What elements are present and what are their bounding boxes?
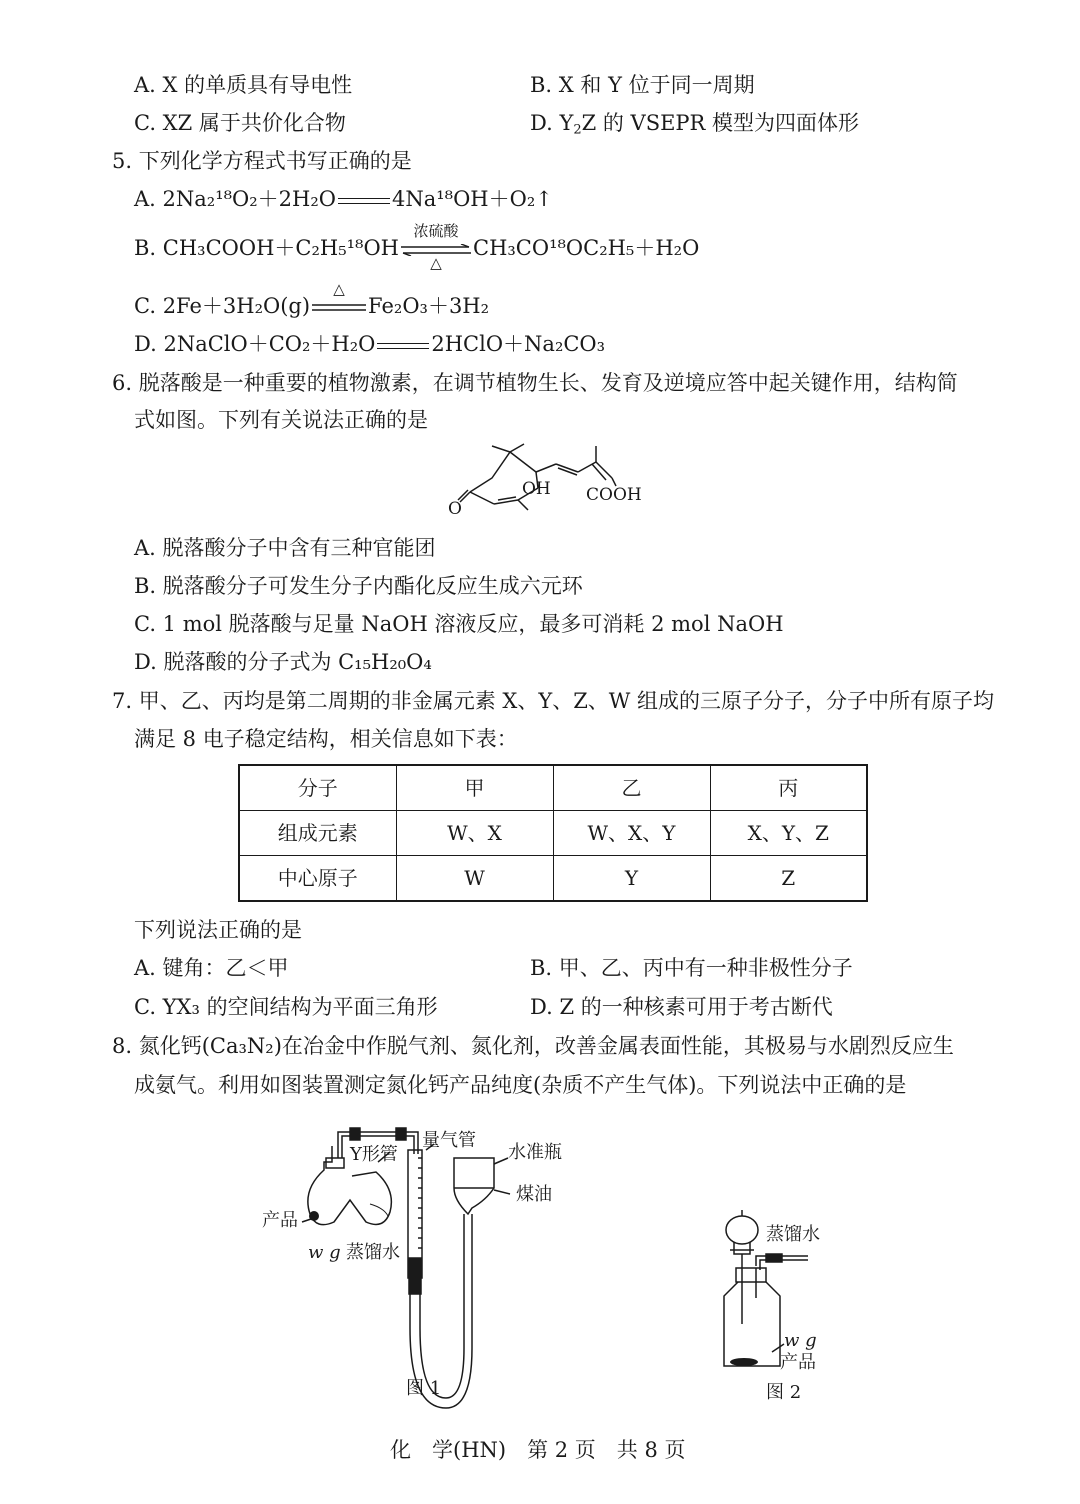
ketone-o-label: O [448,499,462,519]
table-cell: 组成元素 [239,811,396,856]
reversible-arrow-icon: 浓硫酸 △ [399,240,473,260]
q6-option-b: B. 脱落酸分子可发生分子内酯化反应生成六元环 [134,574,583,598]
kerosene-label: 煤油 [516,1184,552,1205]
table-cell: Y [553,856,710,902]
mass-label: w g [308,1242,341,1263]
table-row [239,811,867,856]
q4-option-b: B. X 和 Y 位于同一周期 [530,73,755,97]
level-bottle-label: 水准瓶 [508,1142,562,1163]
page-footer: 化 学(HN) 第 2 页 共 8 页 [390,1438,686,1462]
q6-option-c: C. 1 mol 脱落酸与足量 NaOH 溶液反应，最多可消耗 2 mol NaOH [134,612,784,636]
q7-option-d: D. Z 的一种核素可用于考古断代 [530,995,833,1019]
table-cell: X、Y、Z [710,811,867,856]
table-row [239,856,867,902]
q7-option-b: B. 甲、乙、丙中有一种非极性分子 [530,956,853,980]
q5-option-b: B. CH₃COOH＋C₂H₅¹⁸OH 浓硫酸 △ CH₃CO¹⁸OC₂H₅＋H₂O [134,221,700,272]
q5-option-a: A. 2Na₂¹⁸O₂＋2H₂O 4Na¹⁸OH＋O₂↑ [134,187,553,211]
q6-stem-line1: 6. 脱落酸是一种重要的植物激素，在调节植物生长、发育及逆境应答中起关键作用，结构简 [112,371,958,395]
q7-option-a: A. 键角：乙＜甲 [134,956,289,980]
table-row [239,765,867,811]
q5-option-c: C. 2Fe＋3H₂O(g) △ Fe₂O₃＋3H₂ [134,279,490,318]
water-label: 蒸馏水 [766,1224,820,1245]
table-cell: 甲 [396,765,553,811]
figure-1-caption: 图 1 [406,1378,442,1399]
table-cell: 中心原子 [239,856,396,902]
molecule-info-table [238,764,868,902]
product-label: 产品 [780,1352,816,1373]
q4-option-d: D. $Y_2Z$ 的 VSEPR 模型为四面体形 [530,111,860,138]
q4-option-a: A. X 的单质具有导电性 [134,73,353,97]
figure-2-caption: 图 2 [766,1382,802,1403]
q5-stem: 5. 下列化学方程式书写正确的是 [112,149,412,173]
equals-sign-icon [336,196,392,206]
q8-stem-line2: 成氨气。利用如图装置测定氮化钙产品纯度(杂质不产生气体)。下列说法中正确的是 [134,1073,907,1097]
q6-option-d: D. 脱落酸的分子式为 C₁₅H₂₀O₄ [134,650,432,674]
cooh-label: COOH [586,485,642,505]
table-cell: 分子 [239,765,396,811]
table-cell: W、X、Y [553,811,710,856]
oh-label: OH [522,479,551,499]
q8-stem-line1: 8. 氮化钙(Ca₃N₂)在冶金中作脱气剂、氮化剂，改善金属表面性能，其极易与水剧烈反应生 [112,1034,954,1058]
q7-question: 下列说法正确的是 [134,918,302,942]
q5-option-d: D. 2NaClO＋CO₂＋H₂O 2HClO＋Na₂CO₃ [134,332,606,356]
abscisic-acid-structure [440,442,660,528]
heat-equals-icon: △ [333,279,345,298]
table-cell: Z [710,856,867,902]
gas-tube-label: 量气管 [422,1130,476,1151]
q7-stem-line2: 满足 8 电子稳定结构，相关信息如下表： [134,727,518,751]
water-label: 蒸馏水 [346,1242,400,1263]
table-cell: 丙 [710,765,867,811]
table-cell: W、X [396,811,553,856]
q4-option-c: C. XZ 属于共价化合物 [134,111,346,135]
table-cell: W [396,856,553,902]
q7-stem-line1: 7. 甲、乙、丙均是第二周期的非金属元素 X、Y、Z、W 组成的三原子分子，分子中所有原子均 [112,689,995,713]
figure-1-apparatus [250,1118,590,1418]
table-cell: 乙 [553,765,710,811]
equals-sign-icon [375,341,431,351]
figure-2-apparatus [700,1200,850,1410]
q7-option-c: C. YX₃ 的空间结构为平面三角形 [134,995,438,1019]
q6-stem-line2: 式如图。下列有关说法正确的是 [134,408,428,432]
product-label: 产品 [262,1210,298,1231]
y-tube-label: Y形管 [350,1144,398,1165]
mass-label: w g [784,1330,817,1351]
q6-option-a: A. 脱落酸分子中含有三种官能团 [134,536,436,560]
